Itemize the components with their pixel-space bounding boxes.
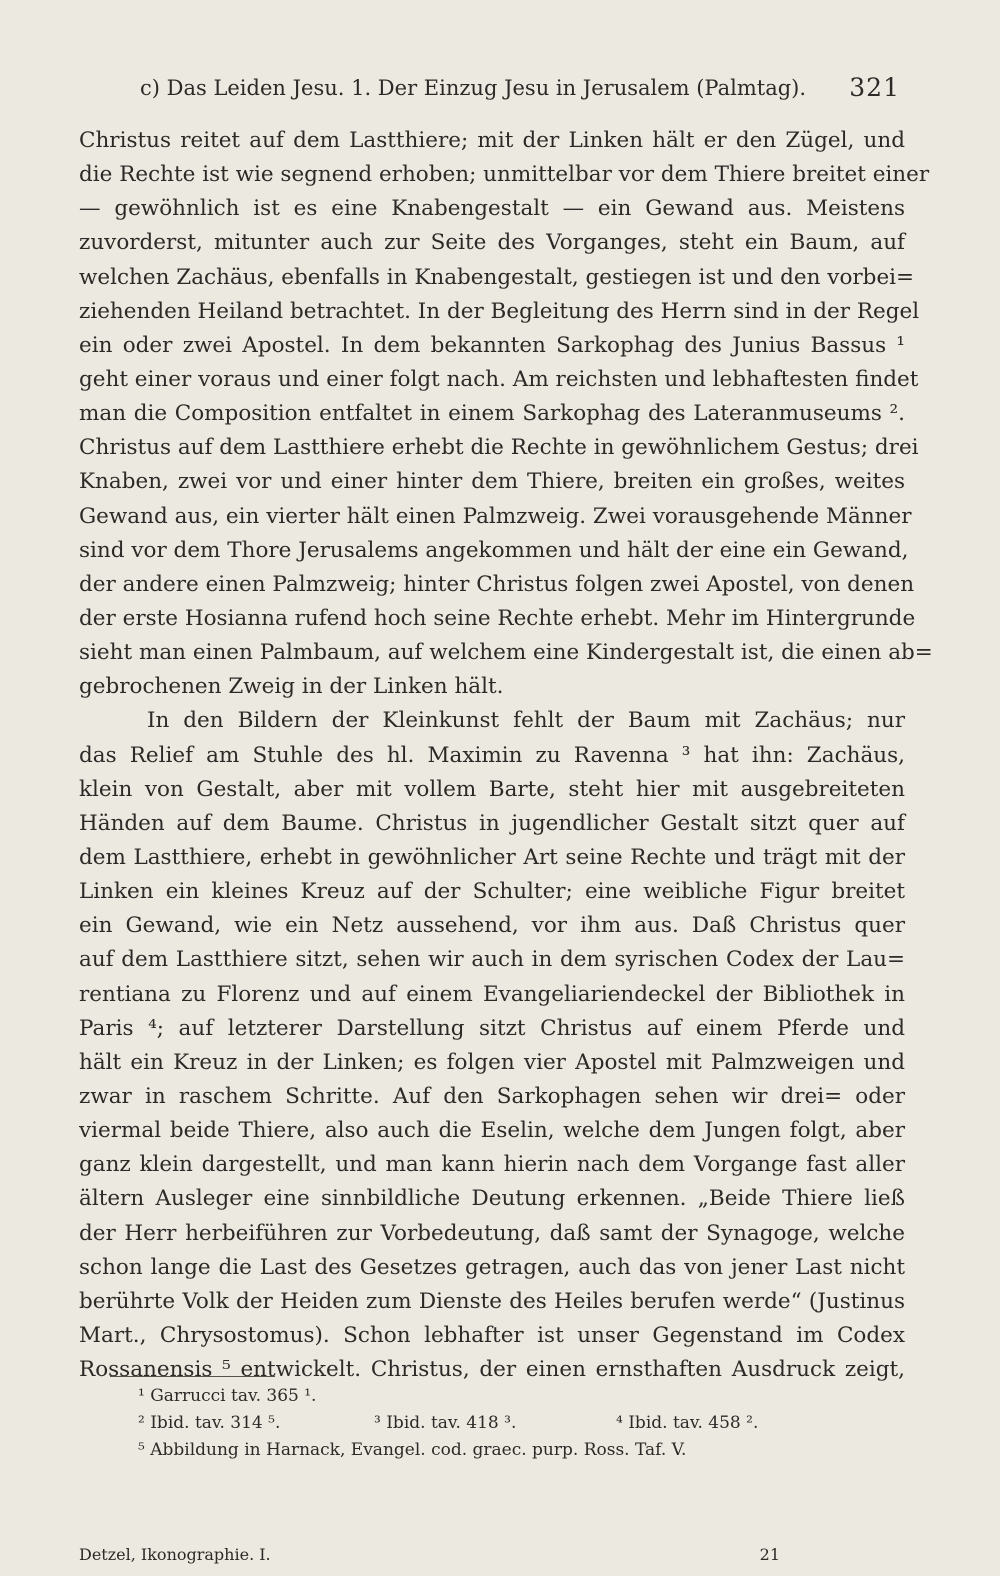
text-line: Mart., Chrysostomus). Schon lebhafter ist unser Gegenstand im Codex (79, 1322, 905, 1348)
footnote-row (138, 1383, 838, 1410)
text-line: Paris ⁴; auf letzterer Darstellung sitzt Christus auf einem Pferde und (79, 1015, 905, 1041)
text-line: Christus auf dem Lastthiere erhebt die Rechte in gewöhnlichem Gestus; drei (79, 435, 919, 461)
footnote-5: ⁵ Abbildung in Harnack, Evangel. cod. graec. purp. Ross. Taf. V. (138, 1440, 687, 1460)
footnotes (138, 1383, 838, 1464)
text-line: der erste Hosianna rufend hoch seine Rechte erhebt. Mehr im Hintergrunde (79, 605, 916, 631)
text-line: zuvorderst, mitunter auch zur Seite des Vorganges, steht ein Baum, auf (79, 230, 905, 256)
text-line: ziehenden Heiland betrachtet. In der Begleitung des Herrn sind in der Regel (79, 298, 920, 324)
text-line: ganz klein dargestellt, und man kann hierin nach dem Vorgange fast aller (79, 1152, 905, 1178)
running-title: c) Das Leiden Jesu. 1. Der Einzug Jesu in Jerusalem (Palmtag). (140, 76, 807, 100)
text-line: welchen Zachäus, ebenfalls in Knabengestalt, gestiegen ist und den vorbei= (79, 264, 915, 290)
text-line: — gewöhnlich ist es eine Knabengestalt — ein Gewand aus. Meistens (79, 196, 905, 222)
text-line: der andere einen Palmzweig; hinter Christus folgen zwei Apostel, von denen (79, 571, 915, 597)
text-line: man die Composition entfaltet in einem Sarkophag des Lateranmuseums ². (79, 401, 905, 427)
footnote-2: ² Ibid. tav. 314 ⁵. (138, 1413, 281, 1433)
text-line: Rossanensis ⁵ entwickelt. Christus, der einen ernsthaften Ausdruck zeigt, (79, 1357, 905, 1383)
text-line: dem Lastthiere, erhebt in gewöhnlicher Art seine Rechte und trägt mit der (79, 844, 905, 870)
text-line: ein oder zwei Apostel. In dem bekannten Sarkophag des Junius Bassus ¹ (79, 332, 905, 358)
text-line: zwar in raschem Schritte. Auf den Sarkophagen sehen wir drei= oder (79, 1083, 905, 1109)
page-number: 321 (849, 73, 900, 102)
main-text (79, 124, 933, 1387)
text-line: sieht man einen Palmbaum, auf welchem eine Kindergestalt ist, die einen ab= (79, 640, 933, 666)
text-line: die Rechte ist wie segnend erhoben; unmittelbar vor dem Thiere breitet einer (79, 162, 930, 188)
text-line: berührte Volk der Heiden zum Dienste des Heiles berufen werde“ (Justinus (79, 1288, 905, 1314)
text-line: schon lange die Last des Gesetzes getragen, auch das von jener Last nicht (79, 1254, 905, 1280)
text-line: Christus reitet auf dem Lastthiere; mit der Linken hält er den Zügel, und (79, 128, 905, 153)
text-line: der Herr herbeiführen zur Vorbedeutung, daß samt der Synagoge, welche (79, 1220, 905, 1246)
running-header (140, 68, 900, 108)
footnote-1: ¹ Garrucci tav. 365 ¹. (138, 1386, 317, 1406)
text-line: klein von Gestalt, aber mit vollem Barte, steht hier mit ausgebreiteten (79, 776, 905, 802)
text-line: hält ein Kreuz in der Linken; es folgen vier Apostel mit Palmzweigen und (79, 1049, 905, 1075)
text-line: das Relief am Stuhle des hl. Maximin zu Ravenna ³ hat ihn: Zachäus, (79, 742, 905, 768)
text-line: Gewand aus, ein vierter hält einen Palmzweig. Zwei vorausgehende Männer (79, 503, 912, 529)
page-footer (79, 1540, 780, 1570)
footnote-separator (110, 1376, 275, 1377)
text-line: Händen auf dem Baume. Christus in jugendlicher Gestalt sitzt quer auf (79, 810, 905, 836)
footnote-row (138, 1410, 838, 1437)
text-line: rentiana zu Florenz und auf einem Evangeliariendeckel der Bibliothek in (79, 981, 905, 1007)
text-line: sind vor dem Thore Jerusalems angekommen und hält der eine ein Gewand, (79, 537, 909, 563)
text-line: auf dem Lastthiere sitzt, sehen wir auch in dem syrischen Codex der Lau= (79, 947, 905, 973)
text-line: Linken ein kleines Kreuz auf der Schulter; eine weibliche Figur breitet (79, 879, 905, 905)
footnote-4: ⁴ Ibid. tav. 458 ². (616, 1413, 759, 1433)
footnote-3: ³ Ibid. tav. 418 ³. (374, 1413, 517, 1433)
text-line: Knaben, zwei vor und einer hinter dem Thiere, breiten ein großes, weites (79, 469, 905, 495)
footnote-row (138, 1437, 838, 1464)
text-line: viermal beide Thiere, also auch die Eselin, welche dem Jungen folgt, aber (79, 1118, 905, 1144)
signature-line: Detzel, Ikonographie. I. (79, 1545, 271, 1564)
sheet-number: 21 (759, 1545, 780, 1564)
text-line: In den Bildern der Kleinkunst fehlt der Baum mit Zachäus; nur (147, 708, 905, 734)
text-line: ein Gewand, wie ein Netz aussehend, vor ihm aus. Daß Christus quer (79, 913, 905, 939)
text-line: gebrochenen Zweig in der Linken hält. (79, 674, 504, 700)
text-line: geht einer voraus und einer folgt nach. Am reichsten und lebhaftesten findet (79, 366, 919, 392)
text-line: ältern Ausleger eine sinnbildliche Deutung erkennen. „Beide Thiere ließ (79, 1186, 905, 1212)
